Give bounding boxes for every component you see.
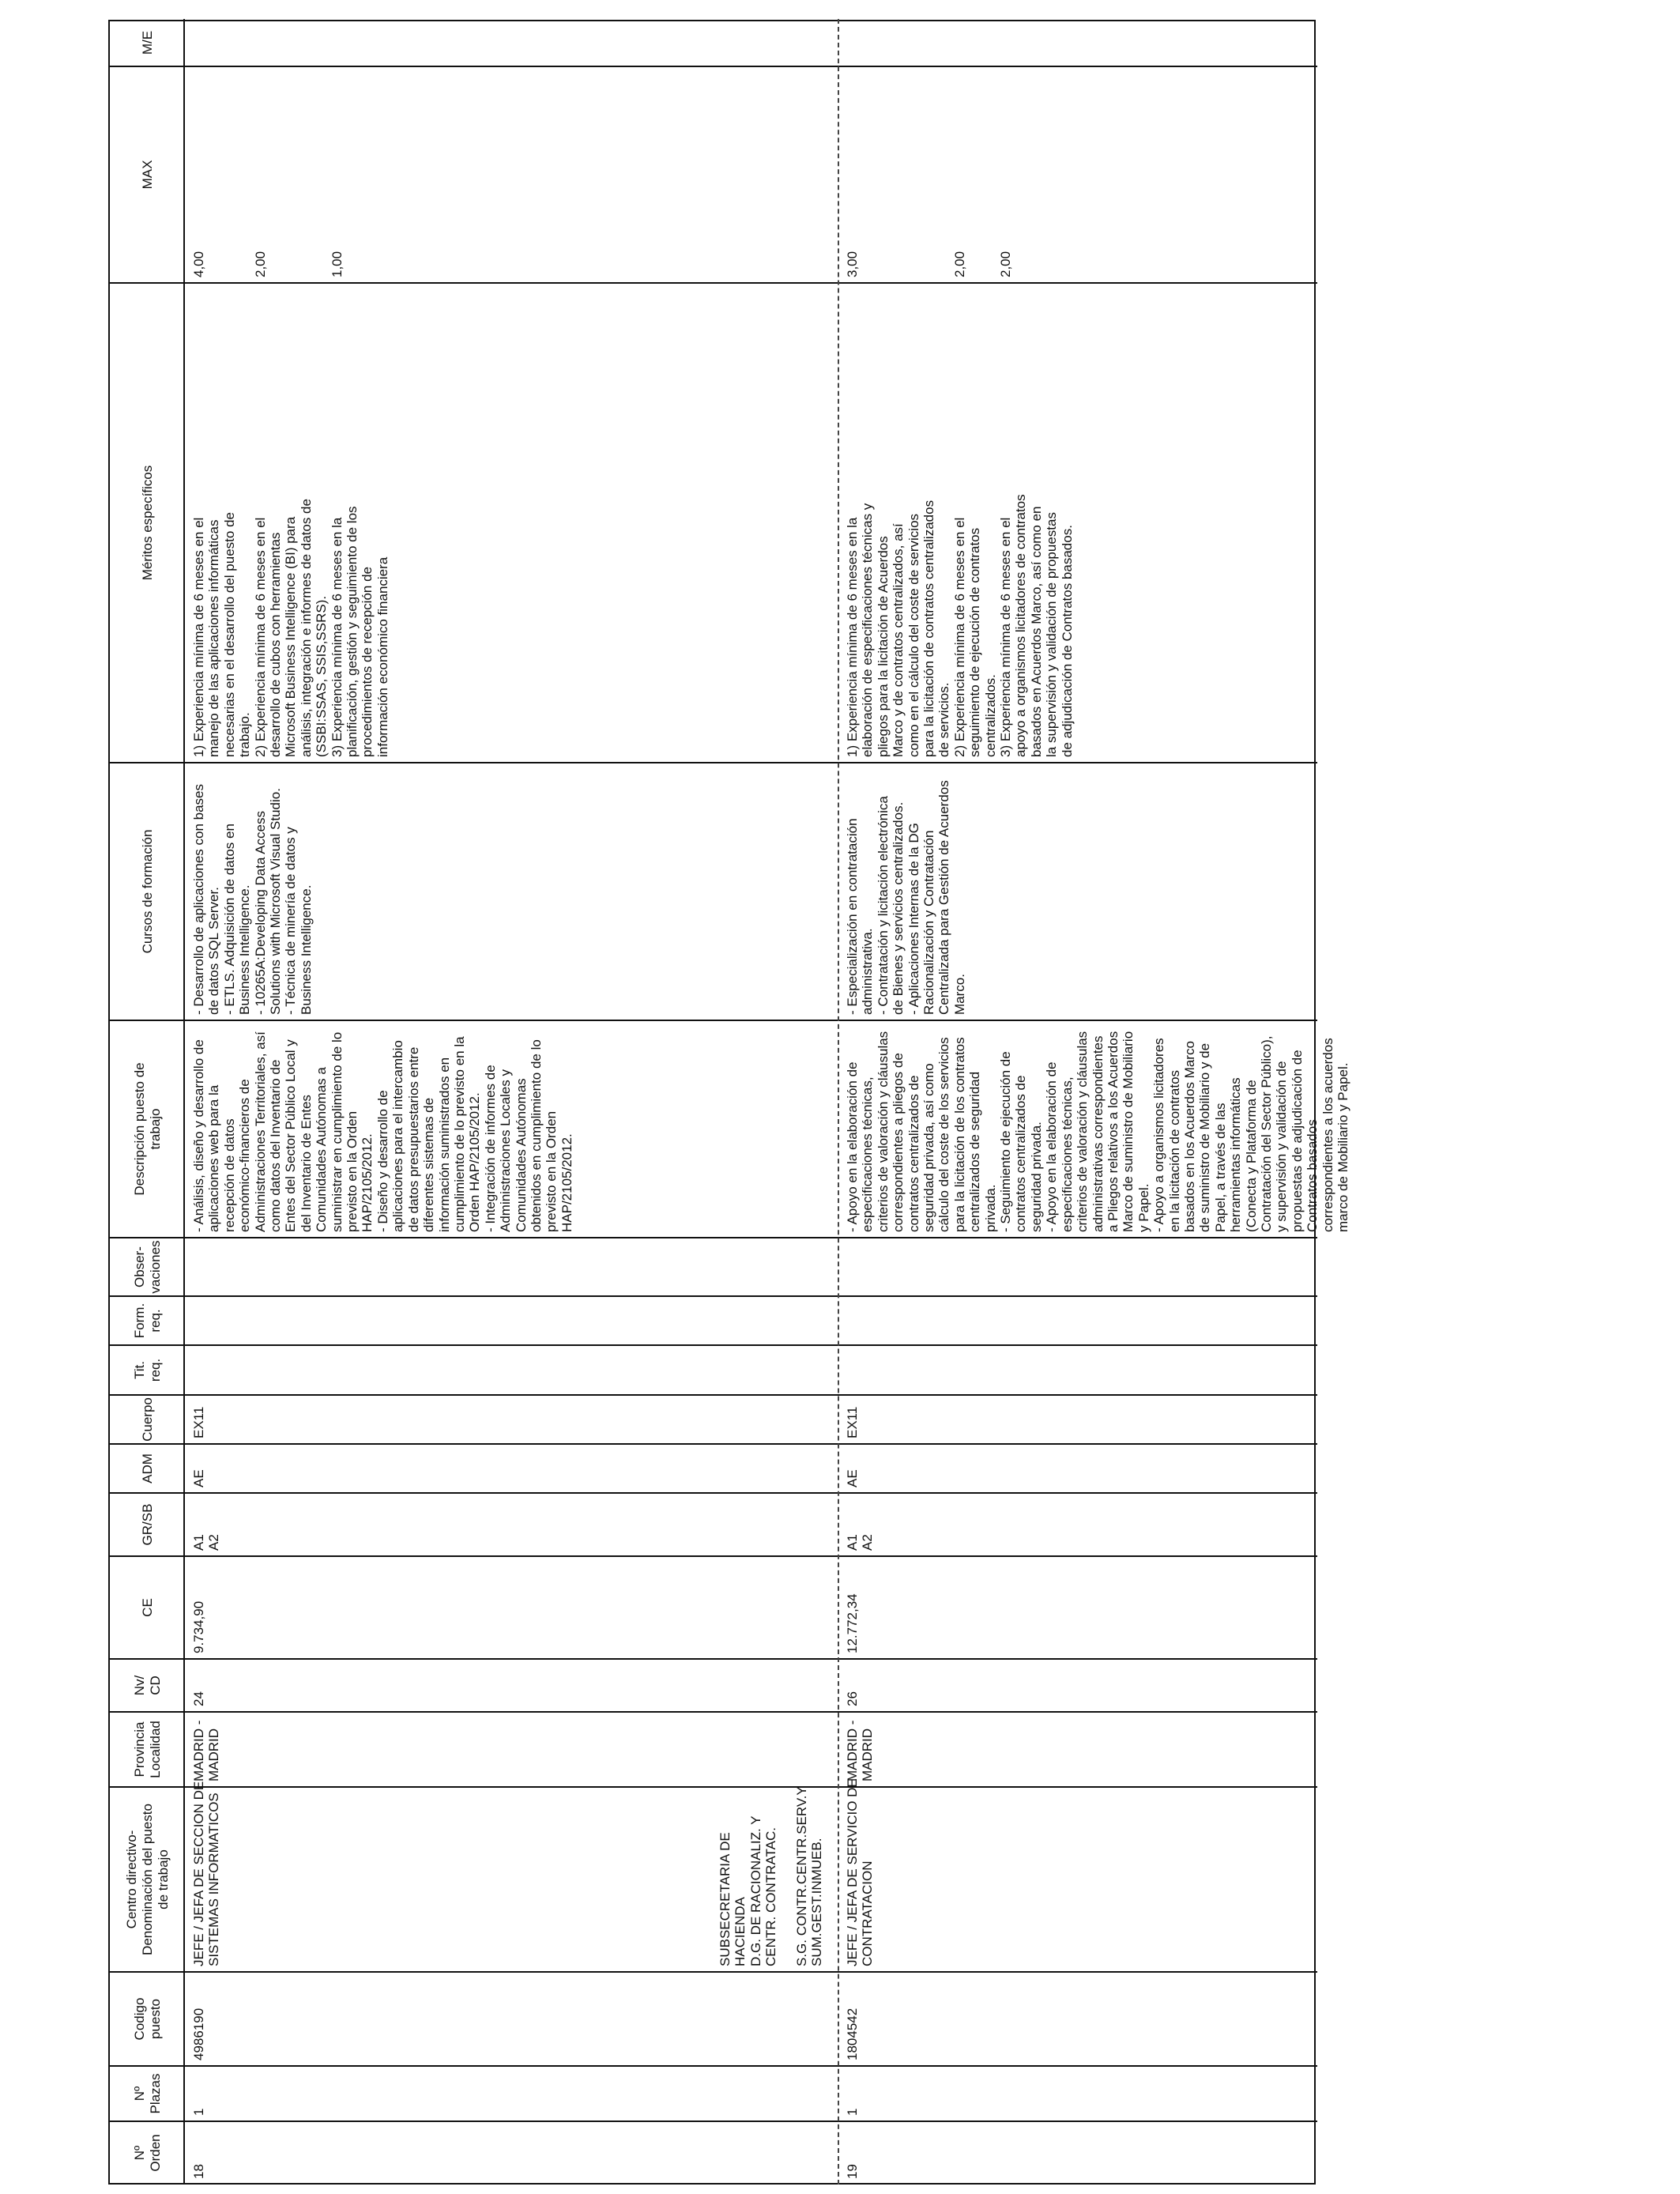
text-line [860,251,875,277]
text-line: - 10265A:Developing Data Access [252,811,268,1015]
text-line: 2,00 [252,251,268,277]
text-line [299,251,314,277]
text-line: privada. [982,1184,998,1232]
header-plazas: Nº Plazas [132,2073,163,2114]
row-19-codigo: 1804542 [845,2007,860,2060]
text-line: del Inventario de Entes [298,1095,314,1232]
text-line: 2) Experiencia mínima de 6 meses en el [252,517,268,757]
text-line: administrativa. [860,928,876,1015]
text-line: - Aplicaciones Internas de la DG [906,823,921,1015]
text-line: Business Intelligence. [298,884,314,1015]
text-line: de suministro de Mobiliario y de [1197,1042,1213,1232]
text-line: de servicios. [936,682,952,757]
text-line: obtenidos en cumplimiento de lo [528,1039,544,1232]
text-line: como datos del Inventario de [268,1059,284,1232]
header-codigo: Codigo puesto [132,1997,163,2041]
text-line: 3,00 [845,251,860,277]
text-line: diferentes sistemas de [421,1097,437,1232]
row-18-adm: AE [191,1469,206,1487]
text-line: información suministrados en [436,1057,452,1232]
text-line: manejo de las aplicaciones informáticas [206,519,222,757]
text-line [891,251,906,277]
row-18-grupo: A1 A2 [191,1534,222,1551]
text-line [206,251,221,277]
header-formacion: Form. req. [132,1302,163,1339]
text-line: - Especialización en contratación [845,818,860,1015]
header-me: M/E [140,30,155,55]
text-line: para la licitación de los contratos [951,1037,967,1232]
text-line: - Seguimiento de ejecución de [998,1051,1014,1232]
text-line: previsto en la Orden [345,1110,360,1232]
text-line [314,251,329,277]
text-line: CENTR. CONTRATAC. [763,1827,779,1966]
row-18-descripcion [191,1031,574,1232]
text-line [983,251,998,277]
text-line: Papel, a través de las [1212,1103,1228,1232]
text-line: Contratos basados [1305,1119,1320,1232]
text-line: basados en los Acuerdos Marco [1181,1041,1197,1232]
text-line: criterios de valoración y cláusulas [1075,1031,1090,1232]
text-line: - Análisis, diseño y desarrollo de [191,1039,206,1232]
header-grupo: GR/SB [140,1503,155,1546]
header-titulacion: Tit. req. [132,1358,163,1382]
text-line: - Contratación y licitación electrónica [875,796,891,1015]
header-cursos: Cursos de formación [140,829,155,954]
text-line: cálculo del coste de los servicios [936,1037,952,1232]
row-separator [838,19,839,2185]
text-line: 2,00 [997,251,1013,277]
text-line: 3) Experiencia mínima de 6 meses en el [998,517,1014,757]
row-18-plazas: 1 [191,2108,206,2116]
text-line: - Técnica de minería de datos y [283,827,299,1015]
text-line: correspondientes a pliegos de [891,1053,906,1232]
text-line: Business Intelligence. [237,884,253,1015]
row-19-localidad: MADRID - MADRID [845,1720,876,1781]
text-line [779,1786,794,1966]
text-line: necesarias en el desarrollo del puesto de [221,512,237,757]
header-max: MAX [140,160,155,190]
text-line: Marco. [951,974,967,1015]
header-adm: ADM [140,1453,155,1483]
text-line: Administraciones Locales y [498,1069,514,1232]
row-18-max [191,251,345,277]
text-line [967,251,982,277]
text-line: Contratación del Sector Público), [1258,1035,1274,1232]
row-18-localidad: MADRID - MADRID [191,1720,222,1781]
text-line: a Pliegos relativos a los Acuerdos [1105,1031,1121,1232]
text-line: de adjudicación de Contratos basados. [1059,525,1075,757]
text-line [906,251,921,277]
text-line: planificación, gestión y seguimiento de los [345,506,360,757]
text-line: Comunidades Autónomas a [314,1067,330,1232]
text-line: suministrar en cumplimiento de lo [329,1031,345,1232]
text-line: (Conecta y Plataforma de [1243,1080,1259,1232]
text-line: 1) Experiencia mínima de 6 meses en el [191,517,206,757]
row-19-cuerpo: EX11 [845,1406,860,1438]
row-19-ce: 12.772,34 [845,1593,860,1653]
text-line: propuestas de adjudicación de [1289,1050,1305,1232]
text-line: como en el cálculo del coste de servicios [906,513,921,757]
text-line: criterios de valoración y cláusulas [875,1031,891,1232]
text-line: - ETLS. Adquisición de datos en [221,824,237,1015]
header-observaciones: Obser- vaciones [132,1240,163,1294]
text-line: Centralizada para Gestión de Acuerdos [936,780,952,1015]
text-line: - Apoyo a organismos licitadores [1151,1038,1167,1232]
text-line: - Apoyo en la elaboración de [1044,1061,1060,1232]
text-line: correspondientes a los acuerdos [1320,1038,1335,1232]
row-18-cuerpo: EX11 [191,1406,206,1438]
header-cuerpo: Cuerpo [140,1397,155,1442]
text-line: aplicaciones para el intercambio [390,1040,406,1232]
text-line: marco de Mobiliario y Papel. [1335,1062,1350,1232]
row-18-codigo: 4986190 [191,2007,206,2060]
text-line: pliegos para la licitación de Acuerdos [875,536,891,757]
row-19-grupo: A1 A2 [845,1534,876,1551]
text-line: 1) Experiencia mínima de 6 meses en la [845,517,860,757]
text-line: y supervisión y validación de [1274,1061,1290,1232]
text-line: de Bienes y servicios centralizados. [891,801,906,1015]
text-line: Entes del Sector Público Local y [283,1039,299,1232]
text-line: Administraciones Territoriales, así [252,1031,268,1232]
text-line: previsto en la Orden [544,1110,559,1232]
text-line: trabajo. [237,712,253,757]
text-line [268,251,283,277]
text-line: apoyo a organismos licitadores de contratos [1013,494,1029,757]
text-line: HAP/2105/2012. [559,1133,574,1232]
text-line: contratos centralizados de [906,1075,921,1232]
text-line: información económico financiera [375,556,390,757]
rotated-table-sheet [108,19,1350,2185]
header-orden: Nº Orden [132,2134,163,2172]
text-line: 1,00 [329,251,345,277]
text-line: en la licitación de contratos [1166,1069,1182,1232]
text-line [237,251,252,277]
row-19-max [845,251,1013,277]
header-ce: CE [140,1598,155,1617]
row-19-puesto: JEFE / JEFA DE SERVICIO DE CONTRATACION [845,1778,876,1966]
text-line [283,251,298,277]
text-line: - Integración de informes de [482,1065,498,1232]
text-line: SUM.GEST.INMUEB. [809,1838,825,1966]
row-19-cursos [845,780,967,1015]
text-line: Marco y de contratos centralizados, así [891,523,906,757]
row-19-orden: 19 [845,2164,860,2179]
row-18-orden: 18 [191,2164,206,2179]
row-18-ce: 9.734,90 [191,1600,206,1653]
text-line: recepción de datos [221,1118,237,1232]
row-19-meritos [845,494,1075,757]
text-line: Solutions with Microsoft Visual Studio. [268,788,284,1015]
text-line: (SSBI:SSAS, SSIS,SSRS). [314,595,330,757]
text-line: Comunidades Autónomas [513,1078,529,1232]
text-line: aplicaciones web para la [206,1084,222,1232]
text-line: HACIENDA [733,1897,748,1966]
text-line: 2,00 [951,251,967,277]
header-meritos: Méritos específicos [140,465,155,581]
header-provincia: Provincia Localidad [132,1721,163,1778]
text-line: Marco de suministro de Mobiliario [1121,1031,1136,1232]
text-line: herramientas informáticas [1228,1077,1244,1232]
group-heading [718,1786,825,1966]
text-line: de datos presupuestarios entre [405,1046,421,1232]
text-line [876,251,891,277]
row-18-nivel: 24 [191,1691,206,1706]
text-line: Microsoft Business Intelligence (BI) para [283,516,299,757]
text-line: seguimiento de ejecución de contratos [967,527,983,757]
header-descripcion: Descripción puesto de trabajo [132,1062,163,1196]
text-line [936,251,951,277]
text-line: 4,00 [191,251,206,277]
text-line: centralizados. [982,674,998,757]
text-line: y Papel. [1136,1183,1151,1232]
row-19-descripcion [845,1031,1350,1232]
text-line: seguridad privada. [1028,1122,1044,1232]
text-line: Racionalización y Contratación [921,830,937,1015]
text-line: seguridad privada, así como [921,1063,937,1232]
text-line: - Diseño y desarrollo de [375,1090,390,1232]
header-nivel: Nv/ CD [132,1675,163,1696]
row-18-puesto: JEFE / JEFA DE SECCION DE SISTEMAS INFORMATICOS [191,1781,222,1966]
text-line: desarrollo de cubos con herramientas [268,532,284,757]
text-line: Orden HAP/2105/2012. [467,1092,483,1232]
text-line: especificaciones técnicas, [860,1076,876,1232]
text-line: D.G. DE RACIONALIZ. Y [748,1815,763,1966]
text-line: cumplimiento de lo previsto en la [451,1036,467,1232]
text-line: centralizados de seguridad [967,1071,983,1232]
text-line: - Apoyo en la elaboración de [845,1061,860,1232]
text-line: HAP/2105/2012. [360,1133,375,1232]
row-19-nivel: 26 [845,1691,860,1706]
row-19-plazas: 1 [845,2108,860,2116]
text-line: la supervisión y validación de propuestas [1044,512,1060,757]
header-centro: Centro directivo- Denominación del puesto de trabajo [124,1804,171,1955]
text-line: 3) Experiencia mínima de 6 meses en la [329,517,345,757]
text-line: elaboración de especificaciones técnicas y [860,503,876,757]
text-line [222,251,237,277]
text-line: para la licitación de contratos centralizados [921,499,937,757]
text-line: contratos centralizados de [1013,1075,1029,1232]
text-line: administrativas correspondientes [1090,1035,1106,1232]
text-line: 2) Experiencia mínima de 6 meses en el [951,517,967,757]
row-18-meritos [191,499,390,757]
text-line: especificaciones técnicas, [1059,1076,1075,1232]
text-line: S.G. CONTR.CENTR.SERV.Y [794,1786,810,1966]
row-19-adm: AE [845,1469,860,1487]
row-18-cursos [191,784,314,1015]
text-line: SUBSECRETARIA DE [718,1832,733,1966]
text-line: de datos SQL Server. [206,887,222,1015]
text-line: basados en Acuerdos Marco, así como en [1028,506,1044,757]
text-line: análisis, integración e informes de datos de [298,499,314,757]
text-line [921,251,936,277]
text-line: procedimientos de recepción de [360,567,375,757]
text-line: - Desarrollo de aplicaciones con bases [191,784,206,1015]
text-line: económico-financieros de [237,1079,253,1232]
